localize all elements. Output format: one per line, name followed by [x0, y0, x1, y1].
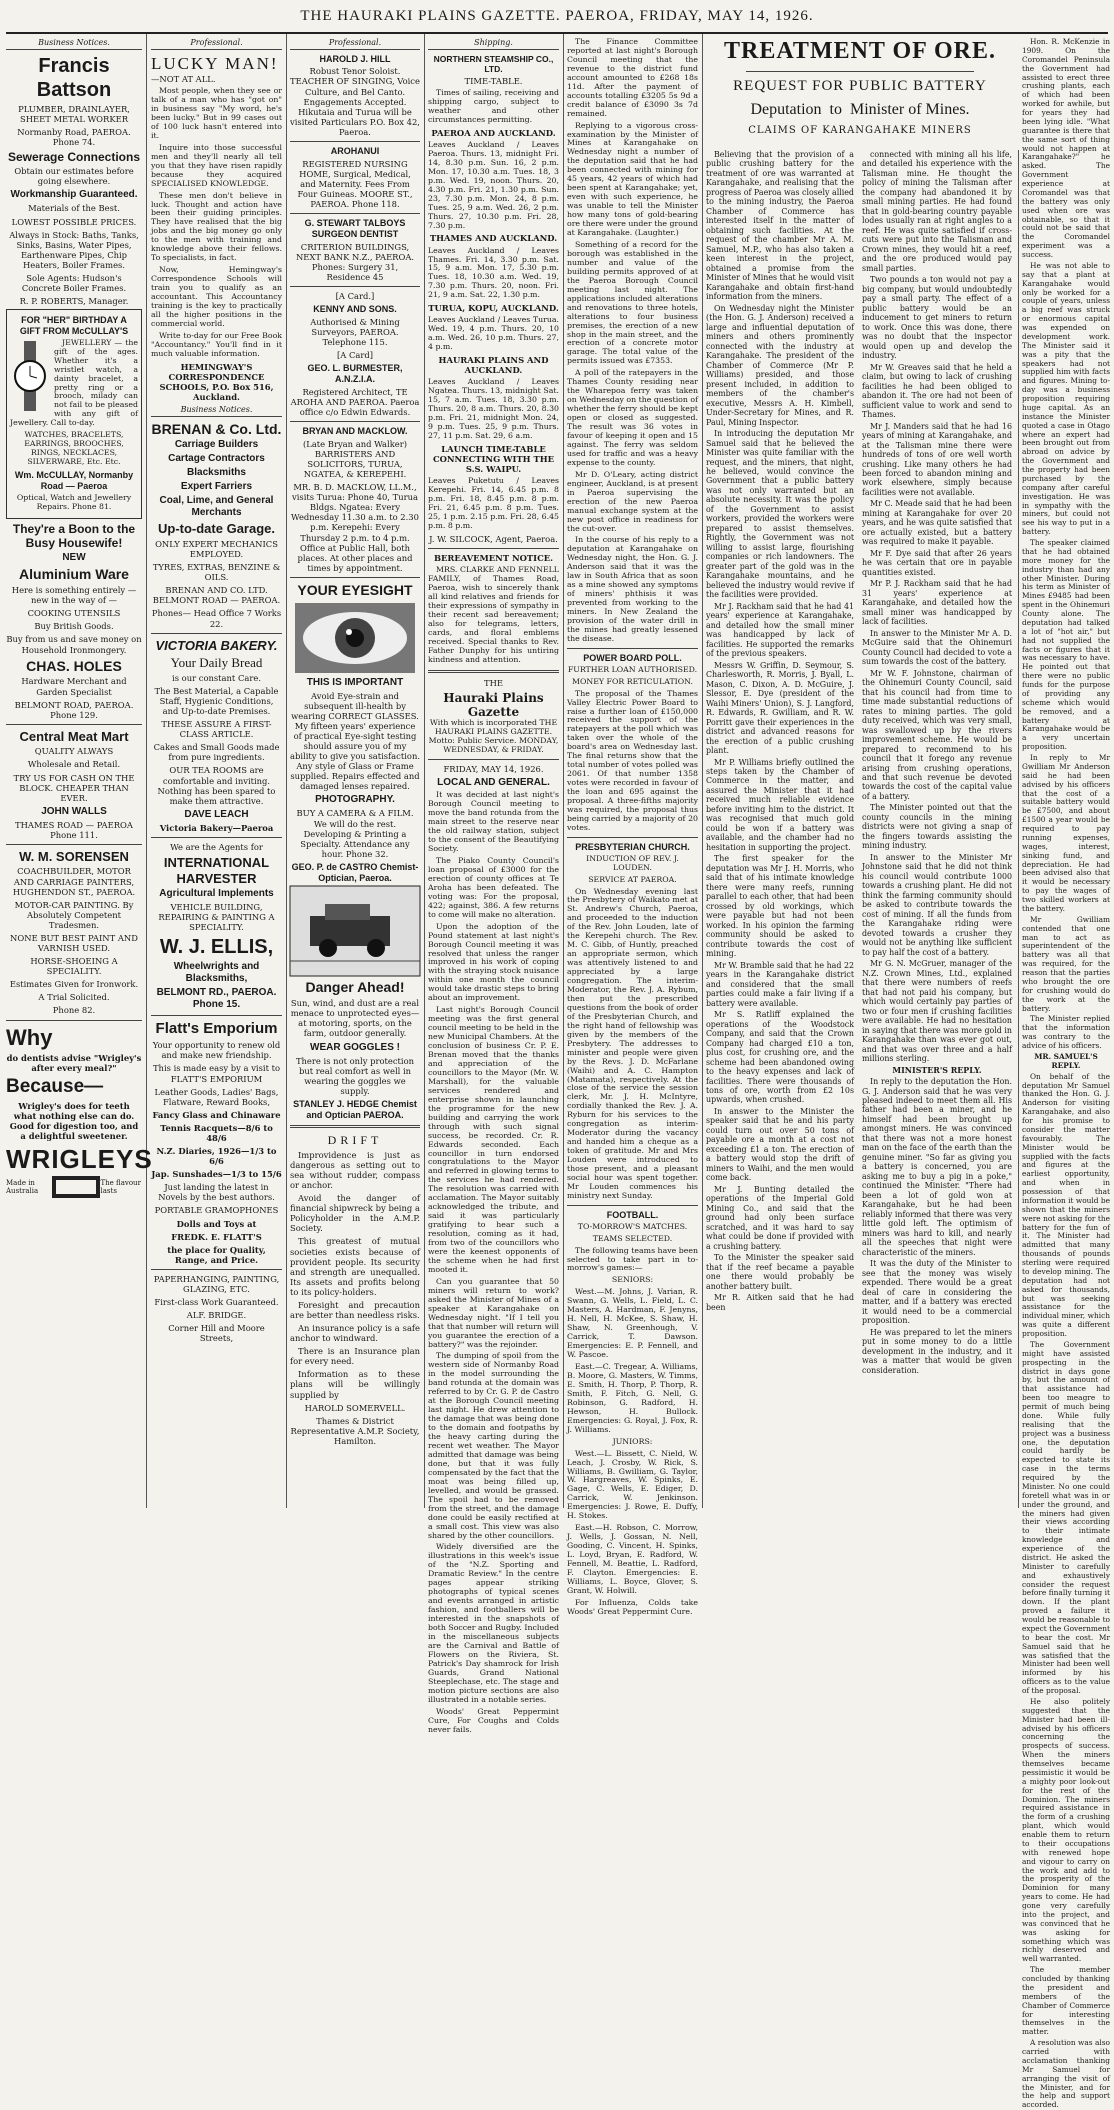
ad-text: There is an Insurance plan for every need. [290, 1346, 420, 1367]
ad-text: MR. B. D. MACKLOW, LL.M., visits Turua: Phone 40, Turua Bldgs. Ngatea: Every Wednesday 11.30 a.m. to 2.30 p.m. Kerepehi: Every Thursday 2 p.m. to 4 p.m. Office at Public Hall, both places. At other places and times by appointment. [291, 482, 419, 573]
ad-headline: Danger Ahead! [305, 979, 405, 996]
article-deck [706, 101, 1014, 119]
article-paragraph: Mr J. Manders said that he had 16 years of mining at Karangahake, and at the Talisman mine there were hundreds of tons of ore well worth crushing. Like many others he had been forced to abandon mining and work elsewhere, simply because facilities were not available. [862, 421, 1012, 497]
ad-headline: Workmanship Guaranteed. [10, 189, 138, 201]
divider [567, 837, 698, 838]
divider [6, 844, 142, 845]
ad-text: This is made easy by a visit to FLATT'S EMPORIUM [152, 1063, 281, 1084]
ad-text: First-class Work Guaranteed. [154, 1296, 279, 1307]
ad-text: Authorised & Mining Surveyors, PAEROA. Telephone 115. [310, 316, 400, 348]
article-paragraph: Mr W. Bramble said that he had 22 years in the Karangahake district and considered that the small parties could make a fair living if a battery were available. [706, 960, 854, 1008]
ad-headline: Your Daily Bread [170, 655, 263, 671]
news-paragraph: Something of a record for the borough was established in the number and value of the building permits approved of at the Paeroa Borough Council meeting last night. The applications included alterations and renovations to three hotels, alterations to four business premises, the erection of a new shop in the main street, and the erection of a concrete motor garage. The total value of the permits issued was £7353. [567, 239, 698, 366]
ad-headline: Agricultural Implements [159, 888, 274, 900]
ad-text: An insurance policy is a safe anchor to windward. [290, 1323, 420, 1344]
column-rule [286, 34, 287, 1508]
ad-text: BUY A CAMERA & A FILM. We will do the rest. Developing & Printing a Specialty. Attendance any hour. Phone 32. [296, 808, 414, 859]
ad-text: We are the Agents for [170, 841, 263, 852]
ad-text: THESE ASSURE A FIRST-CLASS ARTICLE. [161, 719, 272, 740]
divider [290, 577, 420, 578]
divider [6, 724, 142, 725]
ad-text: Improvidence is just as dangerous as setting out to sea without rudder, compass or anchor. [290, 1149, 420, 1191]
article-paragraph: In answer to the Minister the speaker said that he and his party could turn out over 50 tons of payable ore a month at a cost not exceeding £1 a ton. The erection of a battery would stop the drift of miners to Waihi, and the men would come back. [706, 1106, 854, 1183]
ad-headline: VICTORIA BAKERY. [155, 637, 278, 653]
ad-text: MRS. CLARKE AND FENNELL FAMILY, of Thames Road, Paeroa, wish to sincerely thank all kind relatives and friends for their expressions of sympathy in their recent sad bereavement; also for telegrams, letters, cards, and floral emblems received. Special thanks to Rev. Father Dunphy for his untiring kindness and attention. [428, 565, 559, 664]
gazette-nameplate: Hauraki Plains Gazette [443, 690, 544, 720]
sub-headline: FURTHER LOAN AUTHORISED. [567, 664, 698, 674]
ad-text: Leaves Auckland / Leaves Paeroa. Thurs. 13, midnight Fri. 14, 8.30 p.m. Sun. 16, 2 p.m. Mon. 17, 10.30 a.m. Tues. 18, 3 p.m. Wed. 19, noon. Thurs. 20, 4.30 p.m. Fri. 21, 1.30 p.m. Sun. 23, 7.30 p.m. Mon. 24, 8 p.m. Tues. 25, 9 a.m. Wed. 26, 2 p.m. Thurs. 27, 10.30 p.m. Fri. 28, 7.30 p.m. [428, 139, 559, 230]
column-3 [290, 38, 420, 1506]
ad-text: LOWEST POSSIBLE PRICES. [11, 216, 137, 227]
ad-headline: Flatt's Emporium [155, 1020, 278, 1038]
article-paragraph: In answer to the Minister Mr Johnstone said that he did not think his council would contribute 1000 towards a crushing plant. He did not think the farming community should be asked to contribute towards the cost of mining. If all the funds from the Karangahake riding were devoted towards a crusher they would not be anything like sufficient to pay half the cost of a battery. [862, 852, 1012, 957]
ad-text: Fancy Glass and Chinaware [152, 1109, 281, 1120]
ad-text: Sun, wind, and dust are a real menace to unprotected eyes—at motoring, sports, on the farm, outdoor generally. [290, 998, 420, 1039]
wristwatch-icon [10, 341, 50, 411]
ad-headline: Expert Farriers [180, 481, 253, 493]
ad-text: LAUNCH TIME-TABLE CONNECTING WITH THE S.S. WAIPU. [432, 443, 555, 475]
sub-headline: INDUCTION OF REV. J. LOUDEN. [586, 853, 679, 872]
ad-text: VEHICLE BUILDING, REPAIRING & PAINTING A SPECIALITY. [158, 902, 275, 933]
article-paragraph: In introducing the deputation Mr Samuel said that he believed the Minister was quite familiar with the request, and the miners, that night, he believed, would convince the Government that a public battery was not only warranted but an absolute necessity. It was the policy of the Government to assist workers, provided the workers were prepared to assist themselves. Rightly, the Government was not willing to assist large, flourishing companies or rich landowners. The greater part of the gold was in the Karangahake mountains, and he believed the industry would revive if the facilities were provided. [706, 429, 854, 600]
ad-text: With which is incorporated THE HAURAKI PLAINS GAZETTE. Motto: Public Service. MONDAY, WEDNESDAY, & FRIDAY. [428, 718, 559, 755]
article-paragraph: Mr S. Ratliff explained the operations of the Woodstock Company, and said that the Crown Company had charged £10 a ton, plus cost, for crushing ore, and the scheme had been abandoned owing to the heavy expenses and lack of facilities. There were thousands of tons of ore, worth from £2 10s upwards, when crushed. [706, 1010, 854, 1105]
section-headline: FOOTBALL. [606, 1209, 659, 1220]
ad-text: Leaves Puketutu / Leaves Kerepehi. Fri. 14, 6.45 p.m. 8 p.m. Fri. 18, 8.45 p.m. 8 p.m. Fri. 21, 6.45 p.m. 8 p.m. Tues. 25, 1 p.m. 2.15 p.m. Fri. 28, 6.45 p.m. 8 p.m. [428, 476, 559, 530]
article-paragraph: The member concluded by thanking the president and members of the Chamber of Commerce for interesting themselves in the matter. [1022, 1965, 1110, 2037]
ad-headline: Central Meat Mart [19, 728, 129, 744]
ad-text: REGISTERED NURSING HOME, Surgical, Medical, and Maternity. Fees From Four Guineas. MOORE ST., PAEROA. Phone 118. [297, 158, 413, 210]
ad-headline: Cartage Contractors [168, 453, 265, 465]
ad-text: Here is something entirely — new in the way of — [11, 585, 137, 606]
ad-text: do dentists advise "Wrigley's after every meal?" [6, 1052, 142, 1073]
ad-text: THE [483, 677, 503, 688]
ad-text: Times of sailing, receiving and shipping cargo, subject to weather and other circumstances permitting. [428, 88, 559, 124]
ad-text: Materials of the Best. [28, 203, 120, 214]
divider [746, 71, 974, 72]
news-paragraph: West.—M. Johns, J. Varian, R. Swann, G. Wells, L. Field, L. C. Masters, A. Hardman, F. Jenyns, H. Nell, H. McKee, S. Shaw, H. Shaw, N. Greenhough, V. Carrick, T. Dawson. Emergencies: E. P. Fennell, and W. Pascoe. [567, 1287, 698, 1360]
article-paragraph: Mr J. Rackham said that he had 41 years' experience at Karangahake, and detailed how the small miner was handicapped by lack of facilities. He supported the remarks of the previous speakers. [706, 601, 854, 659]
ad-text: FREDK. E. FLATT'S [171, 1231, 262, 1242]
article-column-c [1022, 37, 1110, 2110]
ad-text: HORSE-SHOEING A SPECIALITY. [30, 956, 118, 977]
ad-text: THAMES ROAD — PAEROA Phone 111. [15, 819, 133, 840]
ad-headline: They're a Boon to the Busy Housewife! [12, 521, 136, 550]
ad-headline: KENNY AND SONS. [313, 304, 397, 315]
article-paragraph: On behalf of the deputation Mr Samuel thanked the Hon. G. J. Anderson for visiting Karangahake, and also for his promise to consider the matter favourably. The Minister would be supplied with the facts and figures at the earliest opportunity, and when in possession of that information it would be shown that the miners were not asking for the battery for the fun of it. The Minister had admitted that many thousands of pounds sterling were required to develop mining. The deputation had not asked for thousands, but was seeking assistance for the individual miner, which was quite a different proposition. [1022, 1071, 1110, 1338]
ad-headline: Up-to-date Garage. [157, 521, 275, 537]
article-paragraph: In reply to Mr Gwilliam Mr Anderson said he had been advised by his officers that the cost of a suitable battery would be £7500, and about £1500 a year would be required to pay running expenses, wages, interest, sinking fund, and depreciation. He had been advised also that it would be necessary to pay the wages of two skilled workers at the battery. [1022, 753, 1110, 913]
ad-text: There is not only protection but real comfort as well in wearing the goggles we supply. [295, 1055, 415, 1096]
ad-headline: G. STEWART TALBOYS SURGEON DENTIST [304, 218, 406, 239]
ad-text: HEMINGWAY'S CORRESPONDENCE SCHOOLS, P.O. Box 516, Auckland. [159, 361, 274, 402]
ad-text: Phones— Head Office 7 Works 22. [151, 608, 282, 629]
ad-text: Hardware Merchant and Garden Specialist [21, 676, 127, 697]
ad-text: HAURAKI PLAINS AND AUCKLAND. [438, 355, 549, 376]
ad-text: Leaves Auckland / Leaves Turua. Wed. 19, 4 p.m. Thurs. 20, 10 a.m. Wed. 26, 10 p.m. Thurs. 27, 4 p.m. [428, 315, 559, 352]
ad-text: NONE BUT BEST PAINT AND VARNISH USED. [10, 932, 138, 954]
column-2 [151, 38, 282, 1506]
divider [428, 670, 559, 673]
section-heading: Business Notices. [151, 405, 282, 417]
ad-headline: THIS IS IMPORTANT [306, 676, 404, 688]
ad-text: Obtain our estimates before going elsewhere. [14, 166, 134, 187]
ad-headline: W. J. ELLIS, [159, 936, 274, 959]
ad-headline: Because— [6, 1076, 104, 1098]
article-paragraph: Believing that the provision of a public crushing battery for the treatment of ore was warranted at Karangahake, and realising that the progress of Paeroa was closely allied to the mining industry, the Paeroa Chamber of Commerce has interested itself in the matter of obtaining such facilities. At the request of the chamber Mr A. M. Samuel, M.P., who has also taken a keen interest in the project, obtained a promise from the Minister of Mines that he would visit Karangahake and obtain first-hand information from the miners. [706, 150, 854, 302]
news-paragraph: The proposal of the Thames Valley Electric Power Board to raise a further loan of £150,000 received the support of the ratepayers at the poll which was taken over the whole of the board's area on Wednesday last. The final returns show that the total number of votes polled was 2061. Of that number 1358 votes were recorded in favour of the loan and 695 against the proposal. A three-fifths majority was required, the proposal thus being carried by a majority of 20 votes. [567, 688, 698, 832]
column-4 [428, 38, 559, 1734]
article-column-b [862, 150, 1012, 1506]
ad-text: BELMONT ROAD, PAEROA. Phone 129. [14, 699, 134, 720]
news-paragraph: For Influenza, Colds take Woods' Great Peppermint Cure. [567, 1597, 698, 1616]
column-rule [424, 34, 425, 1508]
eye-icon [295, 603, 415, 673]
deck-part: to [829, 101, 842, 118]
article-paragraph: Mr P. Williams briefly outlined the steps taken by the Chamber of Commerce in the matter, and assured the Minister that it had received much reliable evidence before inviting him to the district. It was recognised that much gold could be won if a battery was available, and the chamber had no hesitation in supporting the project. [706, 757, 854, 852]
ad-text: Information as to these plans will be willingly supplied by [290, 1369, 420, 1400]
column-rule [702, 34, 703, 1508]
ad-text: Just landing the latest in Novels by the best authors. [158, 1182, 275, 1203]
news-paragraph: The dumping of spoil from the western side of Normanby Road in the model surrounding the band rotunda at the domain was referred to by Cr. G. P. de Castro at the Borough Council meeting last night. He drew attention to the damage that was being done to the domain and footpaths by the heavy carting during the recent wet weather. The Mayor admitted that damage was being done, but that it was fully compensated by the fact that the moat was being filled up, levelled, and would be grassed. The spoil had to be removed from the street, and the damage done could be easily rectified at a small cost. This view was also shared by the other councillors. [428, 1351, 559, 1540]
ad-text: These men don't believe in luck. Thought and action have been their guiding principles. They have realised that the big jobs and the big money go only to the men with training and knowledge above their fellows. To specialists, in fact. [151, 190, 282, 263]
article-paragraph: Mr J. Bunting detailed the operations of the Imperial Gold Mining Co., and said that the ground had only been surface scratched, and it was hard to say what could be done if provided with a crushing battery. [706, 1184, 854, 1251]
ad-headline: Carriage Builders [174, 439, 259, 451]
section-headline: LOCAL AND GENERAL. [437, 777, 550, 789]
ad-headline: INTERNATIONAL HARVESTER [163, 854, 270, 886]
news-paragraph: The Finance Committee reported at last night's Borough Council meeting that the revenue to the district fund account amounted to £268 18s 11d. After the payment of accounts totalling £3205 5s 9d a credit balance of £3090 3s 7d remained. [567, 37, 698, 118]
ad-text: the place for Quality, Range, and Price. [167, 1244, 266, 1265]
ad-headline: YOUR EYESIGHT [297, 581, 413, 598]
ad-text: BEREAVEMENT NOTICE. [433, 553, 554, 564]
ad-text: TRY US FOR CASH ON THE BLOCK. CHEAPER THAN EVER. [13, 772, 135, 803]
column-rule [146, 34, 147, 1508]
ad-headline: NORTHERN STEAMSHIP CO., LTD. [433, 53, 554, 74]
ad-text: COACHBUILDER, MOTOR AND CARRIAGE PAINTERS, HUGHENDON ST., PAEROA. [12, 866, 136, 897]
ad-text: Your opportunity to renew old and make new friendship. [152, 1040, 281, 1061]
column-rule [563, 34, 564, 1508]
issue-date: FRIDAY, MAY 14, 1926. [443, 764, 544, 775]
news-paragraph: It was decided at last night's Borough Council meeting to move the band rotunda from the main street to the reserve near the old railway station, subject to the consent of the Beautifying Society. [428, 790, 559, 854]
ad-box [6, 309, 142, 518]
ad-headline: Why [6, 1024, 53, 1050]
column-rule [1018, 150, 1019, 1508]
section-headline: POWER BOARD POLL. [583, 652, 682, 663]
ad-text: Cakes and Small Goods made from pure ingredients. [153, 742, 280, 763]
ad-headline: Sewerage Connections [7, 149, 141, 164]
ad-text: PAPERHANGING, PAINTING, GLAZING, ETC. [153, 1273, 280, 1294]
section-heading: Professional. [151, 38, 282, 50]
ad-headline: BELMONT RD., PAEROA. Phone 15. [156, 987, 277, 1011]
ad-headline: Wm. McCULLAY, Normanby Road — Paeroa [14, 470, 134, 491]
news-paragraph: West.—L. Bissett, C. Nield, W. Leach, J. Crosby, W. Rick, S. Williams, B. Gwilliam, G. Taylor, W. Hargreaves, W. Spinks, E. Gage, C. Wells, E. Ediger, D. Carrick, W. Jenkinson. Emergencies: J. Rowe, E. Duffy, H. Stokes. [567, 1448, 698, 1521]
divider [6, 1020, 142, 1021]
article-header [706, 38, 1014, 148]
news-paragraph: Widely diversified are the illustrations in this week's issue of the "N.Z. Sporting and Dramatic Review." In the centre pages appear striking photographs of typical scenes and events arranged in artistic fashion, and footballers will be interested in the snapshots of both Soccer and Rugby. Included in the miscellaneous subjects are the Carnival and Battle of Flowers on the Riviera, St. Patrick's Day shamrock for Irish Guards, Grand National Steeplechase, etc. The stage and motion picture sections are also illustrated in a notable series. [428, 1542, 559, 1704]
article-paragraph: He also politely suggested that the Minister had been ill-advised by his officers concerning the prospects of success. When the miners themselves became pessimistic it would be a mighty poor look-out for the rest of the Dominion. The miners required assistance in the form of a crushing plant, which would enable them to return to their occupations with renewed hope and vigour to carry on the work and add to the prosperity of the Dominion for many years to come. He had gone very carefully into the project, and was convinced that he was asking for something which was richly deserved and well warranted. [1022, 1696, 1110, 1964]
ad-text: Leaves Auckland / Leaves Thames. Fri. 14, 3.30 p.m. Sat. 15, 9 a.m. Mon. 17, 5.30 p.m. Tues. 18, 10.30 a.m. Wed. 19, 7.30 p.m. Thurs. 20, noon. Fri. 21, 9 a.m. Sat. 22, 1.30 p.m. [428, 245, 559, 300]
article-paragraph: MINISTER'S REPLY. [892, 1065, 982, 1075]
ad-text: Normanby Road, PAEROA. Phone 74. [17, 126, 131, 147]
sub-headline: TO-MORROW'S MATCHES. [577, 1221, 688, 1231]
news-paragraph: A poll of the ratepayers in the Thames County residing near the Wharepoa ferry was taken on Wednesday on the question of whether the ferry should be kept open or closed as suggested. The result was 36 votes in favour of keeping it open and 15 against. The ferry was seldom used for traffic and was a heavy expense to the county. [567, 368, 698, 467]
gum-packet-icon [51, 1175, 101, 1199]
ad-text: —NOT AT ALL. [151, 73, 216, 84]
article-subtitle: REQUEST FOR PUBLIC BATTERY [733, 78, 987, 94]
section-heading: Professional. [290, 38, 420, 50]
ad-text: (Late Bryan and Walker) BARRISTERS AND SOLICITORS, TURUA, NGATEA, & KEREPEHI. [302, 438, 407, 480]
ad-text: Avoid Eye-strain and subsequent ill-health by wearing CORRECT GLASSES. My fifteen years' experience of practical Eye-sight testing should assure you of my ability to give you satisfaction. Any style of Glass or Frame supplied. Repairs effected and damaged lenses repaired. [290, 690, 420, 792]
divider [151, 1015, 282, 1016]
article-paragraph: In reply to the deputation the Hon. G. J. Anderson said that he was very pleased indeed to meet them all. His father had been a miner, and he himself had been brought up amongst miners. He was convinced that there was not a more honest man on the face of the earth than the genuine miner. "So far as giving you a battery is concerned, you are asking me to buy a pig in a poke," continued the Minister. "There had been a lot of gold won at Karangahake, but he had been reliably informed that there was very little gold left. The optimism of miners was hard to kill, and nearly all the speeches that night were characteristic of the miners. [862, 1077, 1012, 1257]
ad-headline: STANLEY J. HEDGE Chemist and Optician PAEROA. [293, 1098, 417, 1120]
article-paragraph: The Minister replied that the information was contrary to the advice of his officers. [1022, 1014, 1110, 1050]
ad-text: Jap. Sunshades—1/3 to 15/6 [151, 1169, 282, 1180]
article-paragraph: The speaker claimed that he had obtained more money for the industry than had any other Minister. During his term as Minister of Mines £9485 had been spent in the Ohinemuri County alone. The deputation had talked a lot of "hot air," but had not supplied the facts or figures that it was necessary to have. He pointed out that there were no public funds for the purpose of providing any scheme which would be removed, and a battery at Karangahake would be a very uncertain proposition. [1022, 538, 1110, 752]
ad-headline: AROHANUI [330, 145, 380, 156]
ad-text: Registered Architect, TE AROHA AND PAEROA. Paeroa office c/o Edwin Edwards. [290, 386, 420, 417]
divider [290, 421, 420, 422]
ad-text: THAMES AND AUCKLAND. [429, 233, 558, 244]
ad-text: ALF. BRIDGE. [186, 1310, 247, 1321]
ad-headline: GEO. P. de CASTRO Chemist-Optician, Paeroa. [291, 861, 419, 883]
ad-text: The Best Material, a Capable Staff, Hygienic Conditions, and Up-to-date Premises. [154, 685, 279, 717]
news-paragraph: East.—H. Robson, C. Morrow, J. Wells, J. Gossan, N. Nell, Gooding, C. Vincent, H. Spinks, L. Loyd, Bryan, E. Radford, W. Fennell, M. Beattie, L. Radford, F. Clayton. Emergencies: E. Williams, L. Boyce, Glover, S. Grant, W. Holwill. [567, 1523, 698, 1595]
article-paragraph: MR. SAMUEL'S REPLY. [1034, 1051, 1098, 1070]
section-heading: Business Notices. [6, 38, 142, 50]
divider [151, 837, 282, 838]
news-paragraph: East.—C. Tregear, A. Williams, B. Moore, G. Masters, W. Timms, E. Smith, H. Thorp, P. Thorp, R. Smith, F. Fitch, G. Nell, G. Robinson, G. Radford, H. Hewson, H. Bullock. Emergencies: G. Royal, J. Fox, R. J. Williams. [567, 1362, 698, 1434]
wrigleys-logo: WRIGLEYS [6, 1144, 153, 1175]
column-5 [567, 37, 698, 1616]
news-paragraph: The following teams have been selected to take part in to-morrow's games:— [567, 1245, 698, 1273]
divider [290, 213, 420, 214]
article-paragraph: Mr P. J. Rackham said that he had 31 years' experience at Karangahake, and detailed how the small miner was handicapped by lack of facilities. [862, 579, 1012, 627]
article-paragraph: To the Minister the speaker said that if the reef became a payable one there would probably be another battery built. [706, 1253, 854, 1291]
news-paragraph: Replying to a vigorous cross-examination by the Minister of Mines at Karangahake on Wednesday night a number of the deputation said that he had been connected with mining for 45 years, 42 years of which had been spent at Karangahake; yet, even with such experience, he was unable to tell the Minister how many tons of gold-bearing ore there were under the ground at Karangahake. (Laughter.) [567, 120, 698, 238]
ad-text: Now, Hemingway's Correspondence Schools will train you to qualify as an accountant. This Accountancy training is the key to practically all the higher positions in the commercial world. [151, 265, 282, 328]
article-paragraph: The Government might have assisted prospecting in the district in days gone by, but the amount of that assistance had been too meagre to permit of much being done. While fully realising that the project was a business one, the deputation could hardly be expected to state its case in the terms required by the Minister. No one could foretell what was in or under the ground, and the miners had given their views according to their intimate knowledge and experience of the district. He asked the Minister to carefully and exhaustively consider the request before finally turning it down. If the plant proved a failure it would be reasonable to expect the Government to bear the cost. Mr Samuel said that he was satisfied that the Minister had been well informed by his officers as to the value of the proposal. [1022, 1339, 1110, 1695]
ad-headline: Aluminium Ware [19, 566, 129, 583]
ad-headline: BRENAN & Co. Ltd. [151, 420, 282, 437]
masthead: THE HAURAKI PLAINS GAZETTE. PAEROA, FRIDAY, MAY 14, 1926. [300, 8, 814, 24]
ad-text: PLUMBER, DRAINLAYER, SHEET METAL WORKER [18, 103, 130, 124]
ad-text: Made in Australia [6, 1178, 39, 1196]
ad-headline: Francis Battson [36, 54, 112, 101]
ad-headline: FOR "HER" BIRTHDAY A GIFT FROM McCULLAY'S [19, 315, 129, 336]
news-paragraph: The Piako County Council's loan proposal of £3000 for the erection of county offices at Te Aroha has been defeated. The voting was: For the proposal, 422; against, 386. A few returns to come will make no alteration. [428, 856, 559, 919]
article-paragraph: Mr Gwilliam contended that one man to act as superintendent of the battery was all that was required, for the reason that the parties who brought the ore for crushing would do the work at the battery. [1022, 914, 1110, 1013]
ad-text: A Trial Solicited. [38, 992, 110, 1003]
news-paragraph: On Wednesday evening last the Presbytery of Waikato met at St. Andrew's Church, Paeroa, and proceeded to the induction of the Rev. John Louden, late of the Kerepehi church. The Rev. M. C. Gibb, of Huntly, preached an appropriate sermon, which was attentively listened to and appreciated by a large congregation. The interim-Moderator, the Rev. J. A. Rybum, then put the prescribed questions from the book of order of the Presbyterian Church, and the right hand of fellowship was given by the members of the Presbytery. The addresses to minister and people were given by the Revs. J. D. McFarlane (Waihi) and A. C. Hampton (Matamata), respectively. At the close of the service the session clerk, Mr. J. H. McIntyre, cordially thanked the Rev. J. A. Ryburn for his services to the congregation as interim-Moderator during the vacancy and handed him a cheque as a token of gratitude. Mr and Mrs Louden were introduced to those present, and a pleasant social hour was spent together. Mr Louden commences his ministry next Sunday. [567, 886, 698, 1200]
article-paragraph: He was prepared to let the miners put in some money to do a little development in the industry, and it was a matter that would be given consideration. [862, 1327, 1012, 1375]
article-paragraph: He was not able to say that a plant at Karangahake would only be worked for a couple of years, unless a big reef was struck or enormous capital was expended on development work. The Minister said it was a pity that the speakers had not supplied him with facts and figures. Mining to-day was a business proposition requiring huge capital. As an instance the Minister quoted a case in Otago where an expert had been brought out from abroad on advice by the Government and the property had been purchased by the company after careful investigation. He was in sympathy with the miners, but could not see his way to put in a battery. [1022, 260, 1110, 537]
ad-headline: JOHN WALLS [41, 805, 107, 817]
divider [290, 1125, 420, 1128]
ad-text: QUALITY ALWAYS [34, 746, 114, 757]
ad-text: Sole Agents: Hudson's Concrete Boiler Frames. [21, 272, 127, 293]
ad-text: Wholesale and Retail. [27, 759, 121, 770]
ad-text: COOKING UTENSILS [27, 608, 121, 619]
news-paragraph: Mr D. O'Leary, acting district engineer, Auckland, is at present in Paeroa supervising the erection of the new Paeroa manual exchange system at the new post office in readiness for the cut-over. [567, 469, 698, 533]
article-column-a [706, 150, 854, 1506]
ad-text: R. P. ROBERTS, Manager. [19, 296, 129, 307]
ad-text: TYRES, EXTRAS, BENZINE & OILS. [152, 562, 281, 583]
ad-text: Optical, Watch and Jewellery Repairs. Phone 81. [16, 492, 132, 511]
divider [151, 1269, 282, 1270]
ad-text: Buy British Goods. [34, 621, 114, 632]
ad-text: Tennis Racquets—8/6 to 48/6 [160, 1122, 273, 1143]
sub-headline: JUNIORS: [612, 1436, 653, 1446]
ad-headline: NEW [62, 552, 86, 564]
article-paragraph: Mr W. Greaves said that he held a claim, but owing to lack of crushing facilities he had been obliged to abandon it. The ore had not been of sufficient value to work and send to Thames. [862, 362, 1012, 420]
divider [290, 141, 420, 142]
ad-text: Dolls and Toys at [176, 1218, 257, 1229]
divider [567, 1205, 698, 1206]
ad-text: TIME-TABLE. [464, 75, 523, 86]
ad-text: TURUA, KOPU, AUCKLAND. [428, 303, 559, 314]
sub-headline: MONEY FOR RETICULATION. [572, 676, 693, 686]
ad-text: The flavour lasts [100, 1178, 141, 1196]
article-paragraph: The Minister pointed out that the county councils in the mining districts were not giving a snap of the fingers towards assisting the mining industry. [862, 803, 1012, 851]
ad-headline: Wheelwrights and Blacksmiths, [173, 961, 260, 985]
ad-headline: HAROLD J. HILL [319, 53, 391, 64]
ad-text: Victoria Bakery—Paeroa [159, 822, 274, 833]
divider [428, 548, 559, 549]
article-paragraph: Mr G. N. McGruer, manager of the N.Z. Crown Mines, Ltd., explained that there were numbers of reefs that had not paid his company, but which would certainly pay parties of two or four men if crushing facilities were available. He had no hesitation in saying that there was more gold in Karangahake than was ever got out, and that was over three and a half millions sterling. [862, 959, 1012, 1064]
news-paragraph: Can you guarantee that 50 miners will return to work? asked the Minister of Mines of a speaker at Karangahake on Wednesday night. "If I tell you that that number will return will you guarantee the erection of a battery?" was the rejoinder. [428, 1276, 559, 1349]
ad-text: N.Z. Diaries, 1926—1/3 to 6/6 [156, 1146, 277, 1167]
divider [567, 648, 698, 649]
ad-text: BRENAN AND CO. LTD. BELMONT ROAD — PAEROA. [152, 585, 281, 606]
ad-headline: PHOTOGRAPHY. [315, 794, 395, 806]
ad-headline: CHAS. HOLES [26, 657, 122, 674]
column-1 [6, 38, 153, 1506]
wrigleys-footer [6, 1175, 142, 1199]
ad-headline: LUCKY MAN! [151, 53, 279, 73]
ad-text: [A Card.] [335, 291, 375, 302]
article-paragraph: In answer to the Minister Mr A. D. McGuire said that the Ohinemuri County Council had decided to vote a sum towards the cost of the battery. [862, 628, 1012, 667]
section-headline: PRESBYTERIAN CHURCH. [575, 841, 690, 852]
ad-headline: W. M. SORENSEN [19, 848, 129, 864]
ad-text: Inquire into those successful men and they'll nearly all tell you that they have risen rapidly because they acquired SPECIALISED KNOWLEDGE. [151, 142, 282, 188]
article-title: TREATMENT OF ORE. [724, 38, 996, 64]
ad-text: [A Card] [336, 350, 373, 361]
ad-text: Thames & District Representative A.M.P. Society, Hamilton. [290, 1415, 420, 1446]
article-paragraph: On Wednesday night the Minister (the Hon. G. J. Anderson) received a large and influential deputation of miners and others prominently connected with the industry at Karangahake. The president of the Chamber of Commerce (Mr P. Williams) presided, and those present included, in addition to members of the chamber's executive, Messrs A. H. Kimbell, Under-Secretary for Mines, and R. Paul, Mining Inspector. [706, 303, 854, 427]
ad-text: CRITERION BUILDINGS, NEXT BANK N.Z., PAEROA. Phones: Surgery 31, Residence 45 [295, 241, 415, 282]
ad-headline: WEAR GOGGLES ! [310, 1041, 400, 1053]
ad-text: JEWELLERY — the gift of the ages. Whether it's a wristlet watch, a dainty bracelet, a pretty ring or a brooch, milady can not fail to be pleased with any gift of Jewellery. Call to-day. [10, 337, 138, 428]
article-caption: CLAIMS OF KARANGAHAKE MINERS [748, 125, 972, 136]
ad-headline: DAVE LEACH [184, 808, 249, 820]
article-paragraph: The first speaker for the deputation was Mr J. H. Morris, who said that of his intimate knowledge there were many reefs, running parallel to each other, that had been crossed by old workings, which were payable but had not been worked. In his opinion the farming community should be asked to contribute towards the cost of mining. [706, 854, 854, 959]
ad-text: ONLY EXPERT MECHANICS EMPLOYED. [155, 539, 278, 560]
sub-headline: TEAMS SELECTED. [592, 1233, 673, 1243]
sub-headline: SENIORS: [611, 1275, 654, 1285]
ad-text: Foresight and precaution are better than needless risks. [290, 1299, 420, 1320]
motorcar-illustration [290, 886, 420, 976]
ad-headline: DRIFT [327, 1133, 383, 1148]
ad-text: Leather Goods, Ladies' Bags, Flatware, Reward Books, [154, 1086, 279, 1107]
ad-text: Wrigley's does for teeth what nothing else can do. Good for digestion too, and a delightful sweetener. [9, 1100, 139, 1142]
news-paragraph: Last night's Borough Council meeting was the first general council meeting to be held in the new Municipal Chambers. At the conclusion of business Cr. P. E. Brenan moved that the thanks and appreciation of the councillors to the Mayor (Mr. W. Marshall), for the valuable services rendered and enterprise shown in launching the programme for the new building and carrying the work through with such signal success, be recorded. Cr. R. Edwards seconded. Each councillor in turn endorsed congratulations to the Mayor and referred in glowing terms to the services he had rendered. The resolution was carried with acclamation. The Mayor suitably acknowledged the tribute, and said it was particularly gratifying to hear such a resolution, coming as it had, from two of the councillors who were the keenest opponents of the scheme when he had first mooted it. [428, 1005, 559, 1274]
ad-text: Always in Stock: Baths, Tanks, Sinks, Basins, Water Pipes, Earthenware Pipes, Chip Heaters, Boiler Frames. [9, 229, 139, 270]
ad-text: PORTABLE GRAMOPHONES [154, 1205, 279, 1216]
sub-headline: SERVICE AT PAEROA. [588, 874, 677, 884]
ad-text: WATCHES, BRACELETS, EARRINGS, BROOCHES, RINGS, NECKLACES, SILVERWARE, Etc. Etc. [24, 430, 124, 467]
article-paragraph: Mr F. Dye said that after 26 years he was certain that ore in payable quantities existed. [862, 548, 1012, 577]
masthead-rule [6, 32, 1108, 34]
article-paragraph: Mr R. Aitken said that he had been [706, 1293, 854, 1312]
ad-text: MOTOR-CAR PAINTING. By Absolutely Competent Tradesmen. [14, 899, 134, 930]
ad-text: Estimates Given for Ironwork. [9, 979, 139, 990]
ad-text: OUR TEA ROOMS are comfortable and inviting. Nothing has been spared to make them attractive. [157, 765, 276, 806]
ad-text: Buy from us and save money on Household Ironmongery. [6, 634, 142, 655]
ad-text: PAEROA AND AUCKLAND. [431, 127, 556, 138]
news-paragraph: Woods' Great Peppermint Cure, For Coughs and Colds never fails. [428, 1706, 559, 1734]
ad-text: Most people, when they see or talk of a man who has "got on" in business say "My word, he's been lucky." But in 99 cases out of 100 luck hasn't entered into it. [151, 86, 282, 140]
news-paragraph: Upon the adoption of the Pound statement at last night's Borough Council meeting it was resolved that unless the ranger improved in his work of coping with the straying stock nuisance within one month the council would take drastic steps to bring about an improvement. [428, 921, 559, 1003]
ad-text: HAROLD SOMERVELL. [304, 1402, 406, 1413]
article-paragraph: It was the duty of the Minister to see that the money was wisely expended. There would be a great deal of care in considering the matter, and if a battery was erected it would need to be a commercial proposition. [862, 1259, 1012, 1326]
article-paragraph: Hon. R. McKenzie in 1909. On the Coromandel Peninsula the Government had assisted to erect three crushing plants, each of which had been worked for awhile, but for years they had been lying idle. "What guarantee is there that the same sort of thing would not happen at Karangahake?" he asked. The Government experience at Coromandel was that the battery was only used when ore was obtainable, so that it could not be said that the Coromandel experiment was a success. [1022, 37, 1110, 259]
ad-headline: BRYAN AND MACKLOW. [302, 426, 408, 437]
ad-text: J. W. SILCOCK, Agent, Paeroa. [429, 533, 558, 544]
ad-text: Leaves Auckland / Leaves Ngatea. Thurs. 13, midnight Sat. 15, 7 a.m. Tues. 18, 3.30 p.m. Thurs. 20, 8 a.m. Thurs. 20, 8.30 p.m. Fri. 21, midnight Mon. 24, 9 p.m. Tues. 25, 9 p.m. Thurs. 27, 11 p.m. Sat. 29, 6 a.m. [428, 377, 559, 441]
ad-headline: GEO. L. BURMESTER, A.N.Z.I.A. [307, 363, 403, 385]
article-paragraph: Two pounds a ton would not pay a big company, but would undoubtedly pay a small party. The effect of a public battery would be an inducement to get miners to return to work. Once this was done, there was no doubt that the inspector would open up and develop the industry. [862, 275, 1012, 361]
ad-text: Phone 82. [52, 1005, 96, 1016]
ad-text: Corner Hill and Moore Streets, [168, 1323, 265, 1344]
section-heading: Shipping. [428, 38, 559, 50]
article-paragraph: Messrs W. Griffin, D. Seymour, S. Charlesworth, R. Morris, J. Byall, L. Mason, C. Dixon, A. D. McGuire, J. Slessor, E. Dye (president of the Waihi Miners' Union), S. J. Langford, R. Edwards, R. Gwilliam, and R. W. Porritt gave their experiences in the district and advanced reasons for the erection of a public crushing plant. [706, 660, 854, 756]
ad-text: Avoid the danger of financial shipwreck by being a Policyholder in the A.M.P. Society. [290, 1193, 420, 1234]
divider [151, 633, 282, 634]
news-paragraph: In the course of his reply to a deputation at Karangahake on Wednesday night, the Hon. G. J. Anderson said that it was the law in South Africa that as soon as a mine showed any symptoms of miners' phthisis it was prevented from working to the miners. In New Zealand the provision of the water drill in the mines had greatly lessened the disease. [567, 535, 698, 643]
article-paragraph: Mr W. F. Johnstone, chairman of the Ohinemuri County Council, said that his council had from time to time made substantial reductions of rates to mining parties. The gold duty received, which was very small, was swallowed up by the rivers improvement scheme. He would be prepared to recommend to his council that it forego any revenue arising from crushing operations, and that such revenue be devoted towards the cost of the capital value of a battery. [862, 668, 1012, 801]
ad-headline: Blacksmiths [187, 467, 246, 479]
deck-part: Deputation [750, 101, 822, 118]
divider [428, 759, 559, 760]
divider [290, 286, 420, 287]
ad-text: is our constant Care. [172, 672, 261, 683]
ad-text: This greatest of mutual societies exists because of provident people. Its security and strength are unequalled. Its assets and profits belong to its policy-holders. [290, 1236, 420, 1297]
ad-text: Write to-day for our Free Book "Accountancy." You'll find in it much valuable information. [151, 330, 282, 358]
deck-part: Minister of Mines. [850, 101, 970, 118]
ad-headline: Coal, Lime, and General Merchants [159, 495, 274, 519]
article-paragraph: connected with mining all his life, and detailed his experience with the Talisman mine. He thought the policy of mining the Talisman after the company had abandoned it by small mining parties. He had found that in gold-bearing country payable lodes usually ran at right angles to a reef. He was quite satisfied if cross-cuts were put into the Talisman and Crown mines, they would hit a reef, and the ore produced would pay small parties. [862, 150, 1012, 273]
article-paragraph: A resolution was also carried with acclamation thanking Mr Samuel for arranging the visit of the Minister, and for the help and support accorded. [1022, 2038, 1110, 2110]
ad-text: Robust Tenor Soloist. TEACHER OF SINGING, Voice Culture, and Bel Canto. Engagements Accepted. Hikutaia and Turua will be visited Particulars P.O. Box 42, Paeroa. [290, 66, 420, 137]
article-paragraph: Mr C. Meade said that he had been mining at Karangahake for over 20 years, and he was quite satisfied that ore actually existed, but a battery was required to make it payable. [862, 499, 1012, 547]
